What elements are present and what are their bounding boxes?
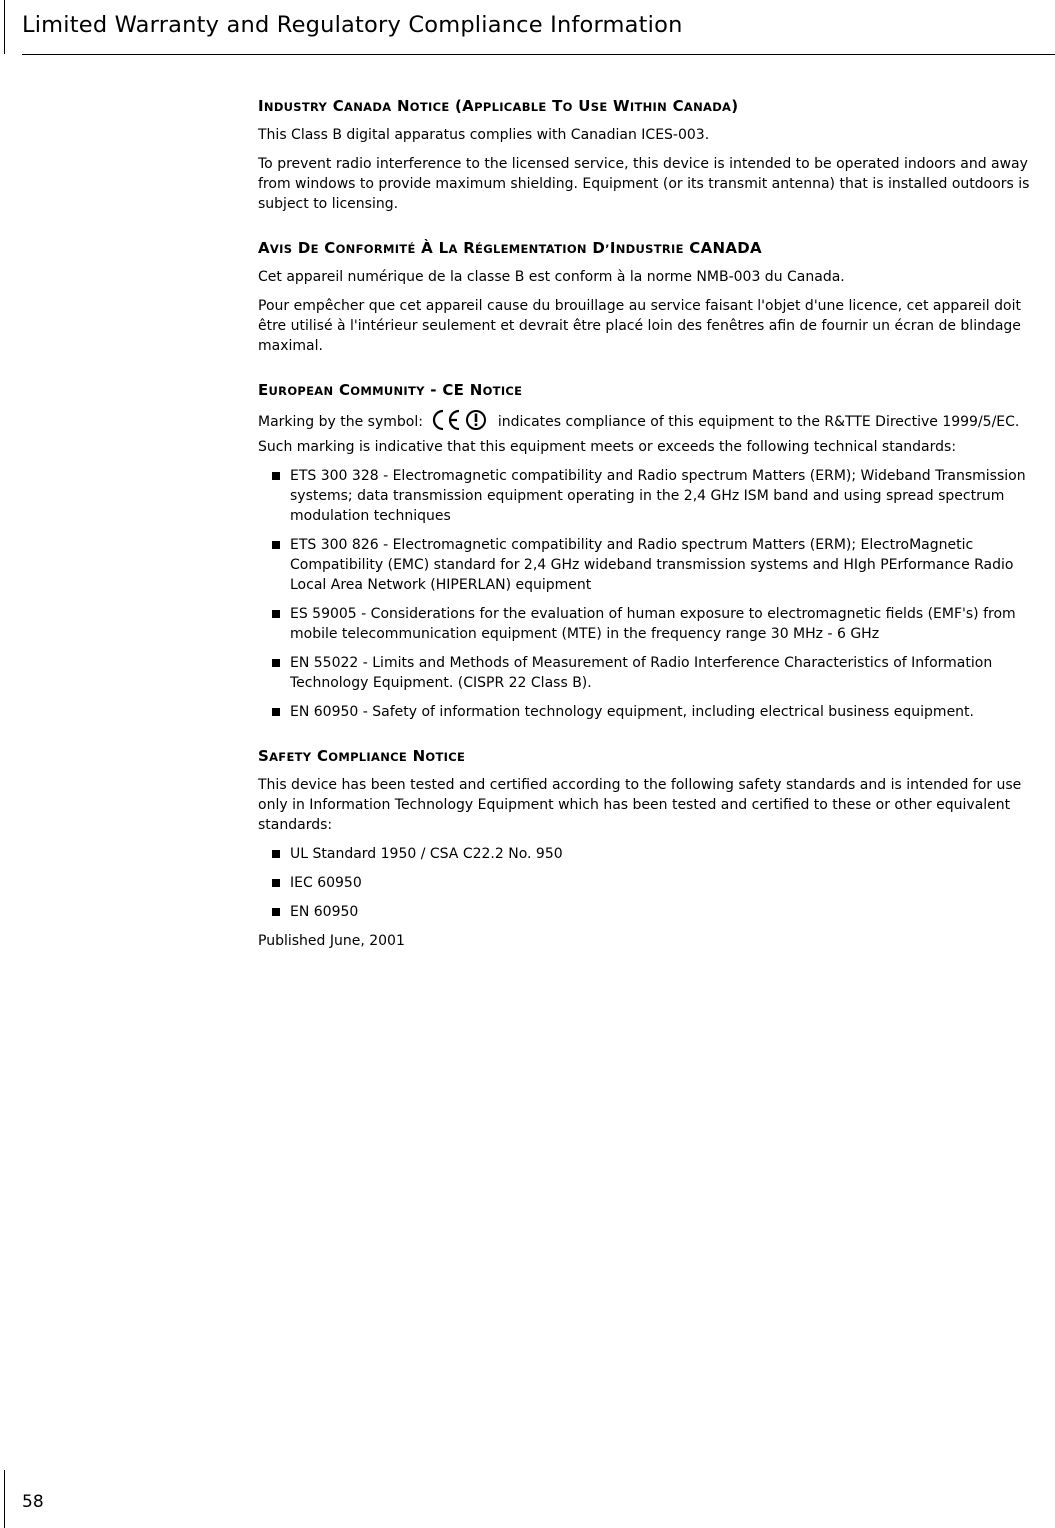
section-avis-canada [258, 238, 1053, 356]
list-item: ETS 300 826 - Electromagnetic compatibility and Radio spectrum Matters (ERM); ElectroMagnetic Compatibility (EMC) standard for 2,4 GHz wideband transmission systems and HIgh PErformance Radio Local Area Network (HIPERLAN) equipment [258, 535, 1053, 595]
section-heading: INDUSTRY CANADA NOTICE (APPLICABLE TO USE WITHIN CANADA) [258, 97, 739, 115]
paragraph [258, 409, 1053, 457]
square-bullet-icon [272, 659, 280, 667]
header-title: Limited Warranty and Regulatory Compliance Information [22, 12, 683, 38]
paragraph: To prevent radio interference to the licensed service, this device is intended to be operated indoors and away from windows to provide maximum shielding. Equipment (or its transmit antenna) that is installed outdoors is subject to licensing. [258, 156, 1030, 212]
section-ce-notice [258, 380, 1053, 722]
ce-intro-text: Marking by the symbol: [258, 414, 423, 430]
list-item: ES 59005 - Considerations for the evaluation of human exposure to electromagnetic fields (EMF's) from mobile telecommunication equipment (MTE) in the frequency range 30 MHz - 6 GHz [258, 604, 1053, 644]
square-bullet-icon [272, 850, 280, 858]
list-item: EN 55022 - Limits and Methods of Measurement of Radio Interference Characteristics of Information Technology Equipment. (CISPR 22 Class B). [258, 653, 1053, 693]
header-vertical-rule [4, 0, 5, 54]
ce-alert-mark-icon [431, 409, 487, 437]
square-bullet-icon [272, 908, 280, 916]
square-bullet-icon [272, 472, 280, 480]
section-heading: AVIS DE CONFORMITÉ À LA RÉGLEMENTATION D’INDUSTRIE CANADA [258, 239, 762, 257]
published-date: Published June, 2001 [258, 933, 405, 949]
page-header [0, 0, 1055, 56]
square-bullet-icon [272, 541, 280, 549]
square-bullet-icon [272, 879, 280, 887]
section-industry-canada [258, 96, 1053, 214]
header-horizontal-rule [22, 54, 1055, 55]
square-bullet-icon [272, 708, 280, 716]
section-heading: SAFETY COMPLIANCE NOTICE [258, 747, 466, 765]
section-heading: EUROPEAN COMMUNITY - CE NOTICE [258, 381, 523, 399]
list-item: ETS 300 328 - Electromagnetic compatibility and Radio spectrum Matters (ERM); Wideband Transmission systems; data transmission equipment operating in the 2,4 GHz ISM band and using spread spectrum modulation techniques [258, 466, 1053, 526]
section-safety-compliance [258, 746, 1053, 951]
paragraph: Cet appareil numérique de la classe B est conform à la norme NMB-003 du Canada. [258, 269, 845, 285]
safety-standards-list [258, 844, 1053, 922]
page-number: 58 [22, 1492, 44, 1512]
document-body [258, 96, 1053, 975]
paragraph: This Class B digital apparatus complies with Canadian ICES-003. [258, 127, 710, 143]
paragraph: Pour empêcher que cet appareil cause du brouillage au service faisant l'objet d'une licence, cet appareil doit être utilisé à l'intérieur seulement et devrait être placé loin des fenêtres afin de fournir un écran de blindage maximal. [258, 298, 1021, 354]
square-bullet-icon [272, 610, 280, 618]
list-item: UL Standard 1950 / CSA C22.2 No. 950 [258, 844, 1053, 864]
footer-vertical-rule [4, 1470, 5, 1528]
paragraph: This device has been tested and certified according to the following safety standards and is intended for use only in Information Technology Equipment which has been tested and certified to these or other equivalent standards: [258, 777, 1022, 833]
ce-standards-list [258, 466, 1053, 722]
list-item: EN 60950 [258, 902, 1053, 922]
list-item: EN 60950 - Safety of information technology equipment, including electrical business equipment. [258, 702, 1053, 722]
ce-description-text: indicates compliance of this equipment to the R&TTE Directive 1999/5/EC. Such marking is indicative that this equipment meets or exceeds the following technical standards: [258, 414, 1020, 455]
list-item: IEC 60950 [258, 873, 1053, 893]
